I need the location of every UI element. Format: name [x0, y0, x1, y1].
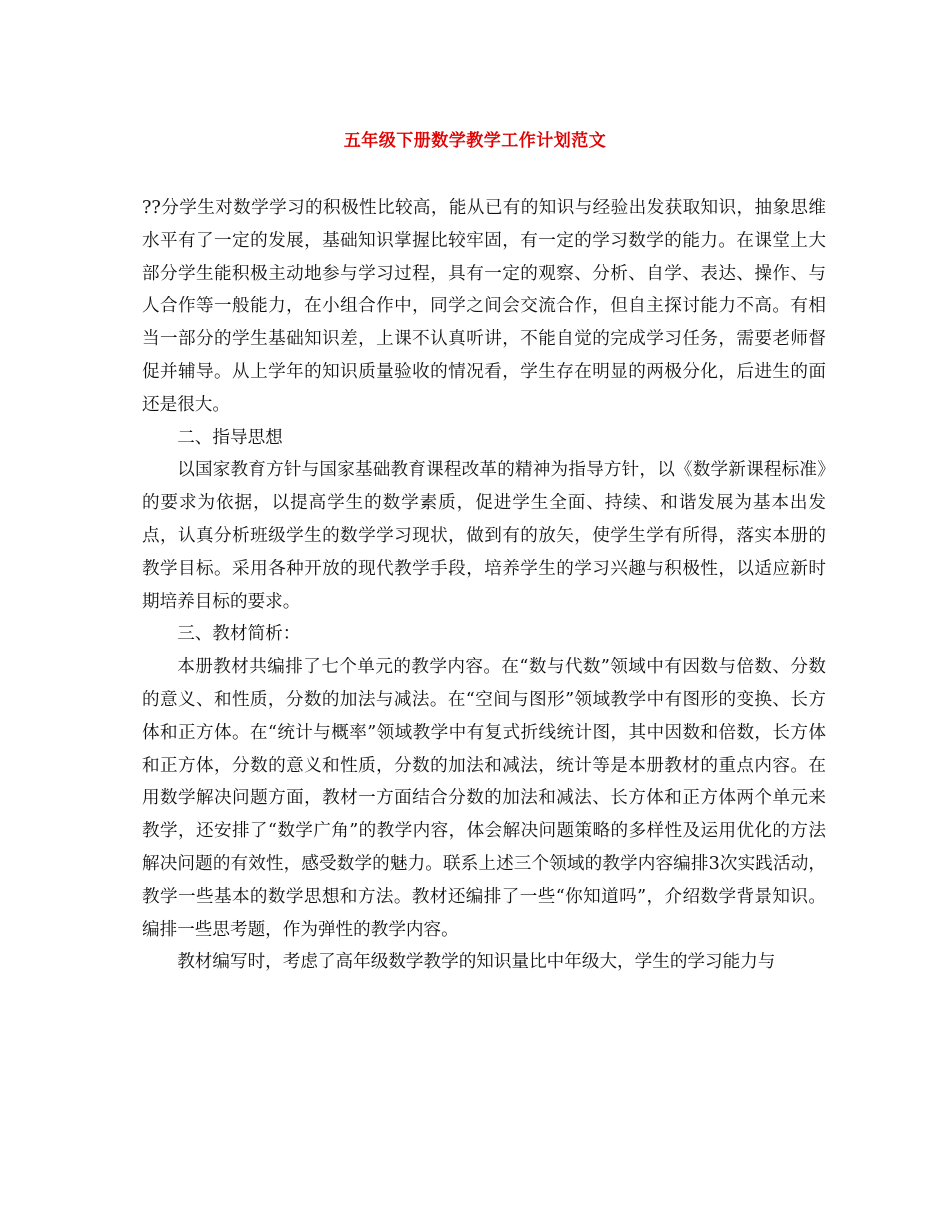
section-heading-textbook-analysis: 三、教材简析：	[177, 624, 301, 645]
paragraph-guiding-ideology: 以国家教育方针与国家基础教育课程改革的精神为指导方针，以《数学新课程标准》的要求为依据，以提高学生的数学素质，促进学生全面、持续、和谐发展为基本出发点，认真分析班级学生的数学学习现状，做到有的放矢，使学生学有所得，落实本册的教学目标。采用各种开放的现代教学手段，培养学生的学习兴趣与积极性，以适应新时期培养目标的要求。	[142, 460, 826, 612]
section-heading-guiding-ideology: 二、指导思想	[177, 427, 283, 448]
document-body	[142, 192, 826, 979]
paragraph-textbook-analysis: 本册教材共编排了七个单元的教学内容。在“数与代数”领域中有因数与倍数、分数的意义、和性质，分数的加法与减法。在“空间与图形”领域教学中有图形的变换、长方体和正方体。在“统计与概率”领域教学中有复式折线统计图，其中因数和倍数，长方体和正方体，分数的意义和性质，分数的加法和减法，统计等是本册教材的重点内容。在用数学解决问题方面，教材一方面结合分数的加法和减法、长方体和正方体两个单元来教学，还安排了“数学广角”的教学内容，体会解决问题策略的多样性及运用优化的方法解决问题的有效性，感受数学的魅力。联系上述三个领域的教学内容编排3次实践活动，教学一些基本的数学思想和方法。教材还编排了一些“你知道吗”，介绍数学背景知识。编排一些思考题，作为弹性的教学内容。	[142, 657, 826, 940]
paragraph-student-analysis: ??分学生对数学学习的积极性比较高，能从已有的知识与经验出发获取知识，抽象思维水平有了一定的发展，基础知识掌握比较牢固，有一定的学习数学的能力。在课堂上大部分学生能积极主动地参与学习过程，具有一定的观察、分析、自学、表达、操作、与人合作等一般能力，在小组合作中，同学之间会交流合作，但自主探讨能力不高。有相当一部分的学生基础知识差，上课不认真听讲，不能自觉的完成学习任务，需要老师督促并辅导。从上学年的知识质量验收的情况看，学生存在明显的两极分化，后进生的面还是很大。	[142, 198, 826, 415]
document-title: 五年级下册数学教学工作计划范文	[343, 131, 607, 151]
paragraph-textbook-writing: 教材编写时，考虑了高年级数学教学的知识量比中年级大，学生的学习能力与	[177, 952, 776, 973]
